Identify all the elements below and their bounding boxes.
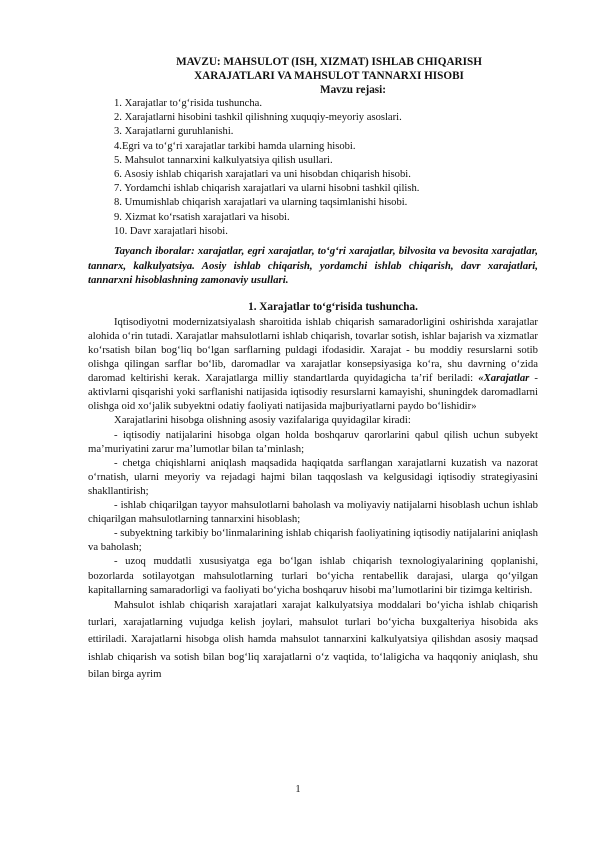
plan-item: 8. Umumishlab chiqarish xarajatlari va ularning taqsimlanishi hisobi. xyxy=(114,197,408,209)
plan-item: 6. Asosiy ishlab chiqarish xarajatlari va uni hisobdan chiqarish hisobi. xyxy=(114,169,411,181)
bullet-item: - iqtisodiy natijalarini hisobga olgan holda boshqaruv qarorlarini qabul qilish uchun subyekt ma’muriyatini zarur ma’lumotlar bilan ta’minlash; xyxy=(88,428,538,455)
body-paragraph xyxy=(88,315,538,414)
plan-item: 7. Yordamchi ishlab chiqarish xarajatlari va ularni hisobni tashkil qilish. xyxy=(114,183,420,195)
bullet-item: - subyektning tarkibiy bo‘linmalarining ishlab chiqarish faoliyatining iqtisodiy natijalarini aniqlash va baholash; xyxy=(88,527,538,554)
body-paragraph: Xarajatlarini hisobga olishning asosiy vazifalariga quyidagilar kiradi: xyxy=(114,414,411,427)
topic-title-line-1: MAVZU: MAHSULOT (ISH, XIZMAT) ISHLAB CHIQARISH xyxy=(176,56,482,68)
plan-item: 10. Davr xarajatlari hisobi. xyxy=(114,225,228,237)
plan-item: 2. Xarajatlarni hisobini tashkil qilishning xuquqiy-meyoriy asoslari. xyxy=(114,112,402,124)
defined-term: «Xarajatlar xyxy=(478,372,530,385)
plan-item: 1. Xarajatlar to‘g‘risida tushuncha. xyxy=(114,98,262,109)
plan-item: 4.Egri va to‘g‘ri xarajatlar tarkibi hamda ularning hisobi. xyxy=(114,140,356,152)
paragraph-text: Iqtisodiyotni modernizatsiyalash sharoitida ishlab chiqarish samaradorligini oshirishda xarajatlar alohida o‘rin tutadi. Xarajatlar mahsulotlarni ishlab chiqarish, tovarlar sotish, ishlar bajarish va xizmatlar ko‘rsatish bilan bog‘liq bo‘lgan sarflarning puldagi ifodasidir. Xarajat - bu moddiy resurslarni sotib olishga qilingan sarflar bo‘lib, daromadlar va xarajatlar konsepsiyasiga ko‘ra, shu davrning o‘zida daromad keltirishi kerak. Xarajatlarga milliy standartlarda quyidagicha ta’rif beriladi: xyxy=(88,315,538,385)
page-number: 1 xyxy=(295,784,301,795)
plan-item: 5. Mahsulot tannarxini kalkulyatsiya qilish usullari. xyxy=(114,154,333,166)
paragraph-text: - aktivlarni qisqarishi yoki sarflanishi natijasida iqtisodiy resurslarni kamayishi, shuningdek daromadlarni olishga oid xo‘jalik subyektni odatiy faoliyati natijasida majburiyatlarni paydo bo‘lishidir» xyxy=(88,372,538,413)
bullet-item: - chetga chiqishlarni aniqlash maqsadida haqiqatda sarflangan xarajatlarni kuzatish va nazorat o‘rnatish, ularni meyoriy va rejadagi hajmi bilan taqqoslash va kelgusidagi iqtisodiy strategiyasini shakllantirish; xyxy=(88,456,538,497)
plan-list xyxy=(114,97,538,239)
bullet-item: - ishlab chiqarilgan tayyor mahsulotlarni baholash va moliyaviy natijalarni hisoblash uchun ishlab chiqarilgan mahsulotlarning tannarxini hisoblash; xyxy=(88,499,538,526)
body-paragraph: Mahsulot ishlab chiqarish xarajatlari xarajat kalkulyatsiya moddalari bo‘yicha ishlab chiqarish turlari, xarajatlarning vujudga kelish joylari, mahsulot turlari bo‘yicha buxgalteriya hisobida aks ettiriladi. Xarajatlarni hisobga olish hamda mahsulot tannarxini kalkulyatsiya qilishdan asosiy maqsad ishlab chiqarish va sotish bilan bog‘liq xarajatlarni o‘z vaqtida, to‘laligicha va haqqoniy aniqlash, shu bilan birga ayrim xyxy=(88,598,538,680)
plan-item: 9. Xizmat ko‘rsatish xarajatlari va hisobi. xyxy=(114,211,290,223)
topic-title-line-2: XARAJATLARI VA MAHSULOT TANNARXI HISOBI xyxy=(194,70,464,82)
plan-item: 3. Xarajatlarni guruhlanishi. xyxy=(114,126,234,138)
keywords-paragraph: Tayanch iboralar: xarajatlar, egri xarajatlar, to‘g‘ri xarajatlar, bilvosita va bevosita xarajatlar, tannarx, kalkulyatsiya. Aosiy ishlab chiqarish, yordamchi ishlab chiqarish, davr xarajatlari, tannarxni hisoblashning zamonaviy usullari. xyxy=(88,245,538,287)
section-title: 1. Xarajatlar to‘g‘risida tushuncha. xyxy=(248,300,418,313)
plan-heading: Mavzu rejasi: xyxy=(320,84,386,96)
topic-title xyxy=(120,55,538,83)
bullet-item: - uzoq muddatli xususiyatga ega bo‘lgan ishlab chiqarish texnologiyalarining qoplanishi, bozorlarda sotilayotgan mahsulotlarning turlari bo‘yicha rentabellik darajasi, ularga qo‘yilgan kapitallarning samaradorligi va faoliyati bo‘yicha boshqaruv hisobi ma’lumotlarini bir tizimga keltirish. xyxy=(88,555,538,596)
